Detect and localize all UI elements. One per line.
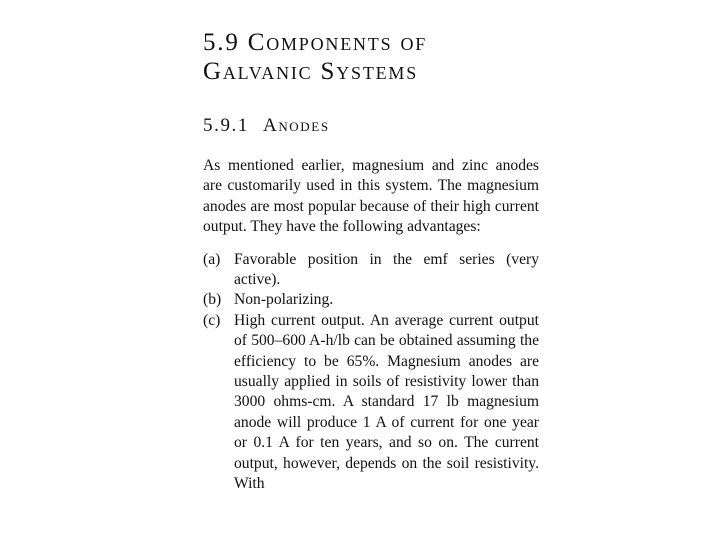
list-item [203, 290, 539, 310]
list-item-text: Favorable position in the emf series (very active). [234, 250, 539, 289]
section-heading-line1 [203, 28, 539, 57]
list-item-text: High current output. An average current output of 500–600 A-h/lb can be obtained assuming the efficiency to be 65%. Magnesium anodes are usually applied in soils of resistivity lower than 3000 ohms-cm. A standard 17 lb magnesium anode will produce 1 A of current for one year or 0.1 A for ten years, and so on. The current output, however, depends on the soil resistivity. With [234, 311, 539, 493]
list-item-label: (c) [203, 311, 221, 329]
list-item-text: Non-polarizing. [234, 291, 334, 309]
intro-paragraph: As mentioned earlier, magnesium and zinc anodes are customarily used in this system. The magnesium anodes are most popular because of their high current output. They have the following advantages: [203, 157, 539, 236]
list-item [203, 311, 539, 495]
section-title-line1: Components of [247, 29, 428, 56]
section-title-line2: Galvanic Systems [203, 58, 419, 85]
advantages-list [203, 250, 539, 495]
list-item-label: (b) [203, 291, 222, 309]
document-page [203, 28, 539, 495]
list-item-label: (a) [203, 250, 221, 268]
subsection-title: Anodes [263, 115, 330, 136]
section-heading [203, 28, 539, 86]
subsection-number: 5.9.1 [203, 115, 249, 136]
section-number: 5.9 [203, 29, 240, 56]
subsection-heading [203, 115, 539, 137]
list-item [203, 250, 539, 291]
